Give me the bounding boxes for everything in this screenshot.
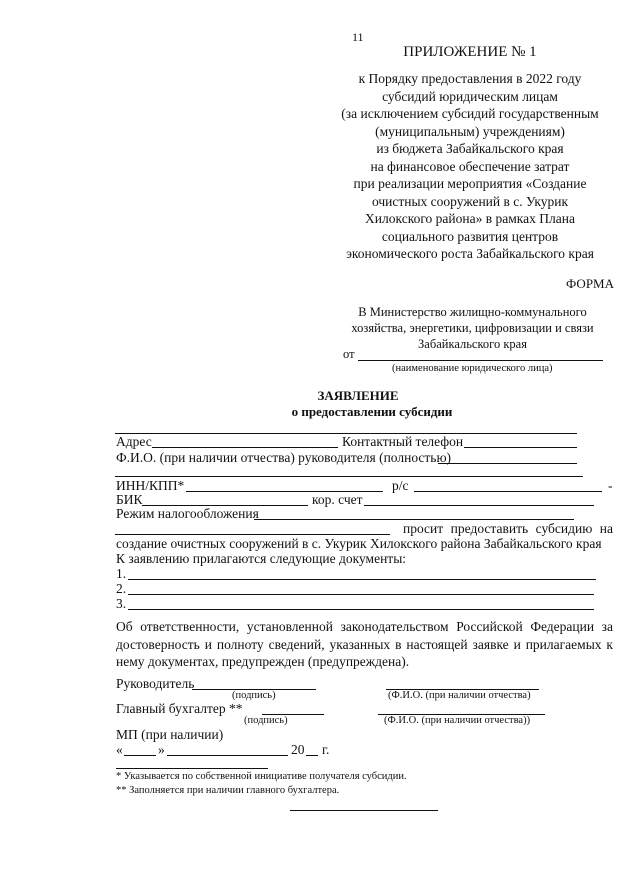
address-label: Адрес (116, 434, 152, 449)
addressee-line: Забайкальского края (418, 337, 527, 351)
appendix-text (300, 70, 640, 263)
appendix-line: из бюджета Забайкальского края (376, 141, 564, 156)
phone-field[interactable] (464, 447, 577, 448)
head-name-field[interactable] (438, 463, 577, 464)
form-label: ФОРМА (566, 276, 614, 291)
responsibility-paragraph: Об ответственности, установленной законодательством Российской Федерации за достоверность и полноту сведений, указанных в настоящей заявке и прилагаемых к нему документах, предупрежден (предупреждена). (116, 619, 613, 669)
attached-documents-label: К заявлению прилагаются следующие документы: (116, 551, 407, 566)
appendix-line: Хилокского района» в рамках Плана (365, 211, 575, 226)
statement-title: ЗАЯВЛЕНИЕ (317, 388, 399, 403)
from-label: от (343, 347, 355, 361)
request-text: просит предоставить субсидию на (403, 521, 613, 536)
date-year-prefix: 20 (291, 742, 305, 757)
date-day-field[interactable] (124, 755, 156, 756)
request-line-2: создание очистных сооружений в с. Укурик Хилокского района Забайкальского края (116, 536, 602, 551)
account-label: р/с (392, 478, 409, 493)
date-open-quote: « (116, 742, 123, 757)
accountant-signature-caption: (подпись) (244, 715, 288, 726)
appendix-line: очистных сооружений в с. Укурик (371, 193, 569, 209)
date-close-quote: » (158, 742, 165, 757)
page-number: 11 (352, 30, 364, 44)
accountant-label: Главный бухгалтер ** (116, 701, 243, 716)
appendix-title: ПРИЛОЖЕНИЕ № 1 (403, 44, 537, 60)
appendix-line: социального развития центров (381, 228, 559, 244)
head-name-label: Ф.И.О. (при наличии отчества) руководителя (полностью) (116, 450, 452, 465)
appendix-line: субсидий юридическим лицам (382, 88, 558, 104)
statement-subtitle: о предоставлении субсидии (291, 404, 453, 419)
appendix-line: на финансовое обеспечение затрат (370, 158, 570, 174)
appendix-line: (муниципальным) учреждениям) (375, 123, 565, 139)
document-item-1-field[interactable] (128, 579, 596, 580)
addressee-block (330, 304, 615, 352)
document-item-2-field[interactable] (128, 594, 594, 595)
addressee-line: В Министерство жилищно-коммунального (358, 305, 587, 319)
tax-regime-label: Режим налогообложения (116, 506, 259, 521)
date-year-suffix: г. (322, 742, 330, 757)
date-month-field[interactable] (167, 755, 288, 756)
footnote-2: ** Заполняется при наличии главного бухгалтера. (116, 785, 340, 796)
from-caption: (наименование юридического лица) (392, 363, 553, 374)
document-item-3-field[interactable] (128, 609, 594, 610)
appendix-line: при реализации мероприятия «Создание (353, 176, 587, 191)
appendix-line: (за исключением субсидий государственным (341, 106, 599, 121)
footnote-1: * Указывается по собственной инициативе получателя субсидии. (116, 771, 407, 782)
head-fio-caption: (Ф.И.О. (при наличии отчества) (388, 690, 531, 701)
bik-label: БИК (116, 492, 143, 507)
corr-account-field[interactable] (364, 505, 594, 506)
footnote-rule (116, 768, 268, 769)
corr-account-label: кор. счет (312, 492, 363, 507)
document-item-2-number: 2. (116, 581, 127, 596)
phone-label: Контактный телефон (342, 434, 464, 449)
inn-kpp-label: ИНН/КПП* (116, 478, 185, 493)
stamp-label: МП (при наличии) (116, 727, 224, 742)
head-signature-caption: (подпись) (232, 690, 276, 701)
document-item-1-number: 1. (116, 566, 127, 581)
appendix-line: к Порядку предоставления в 2022 году (358, 71, 582, 86)
tax-regime-field[interactable] (254, 519, 574, 520)
applicant-name-field[interactable] (115, 534, 390, 535)
addressee-line: хозяйства, энергетики, цифровизации и связи (351, 321, 594, 335)
appendix-line: экономического роста Забайкальского края (346, 246, 594, 261)
bottom-rule (290, 810, 438, 811)
accountant-fio-caption: (Ф.И.О. (при наличии отчества)) (384, 715, 531, 726)
head-name-field-continued[interactable] (115, 476, 583, 477)
document-item-3-number: 3. (116, 596, 127, 611)
legal-entity-name-field[interactable] (358, 360, 603, 361)
address-field[interactable] (152, 447, 338, 448)
date-year-field[interactable] (306, 755, 318, 756)
account-field[interactable] (414, 491, 602, 492)
account-dash: - (608, 478, 613, 493)
head-label: Руководитель (116, 676, 195, 691)
